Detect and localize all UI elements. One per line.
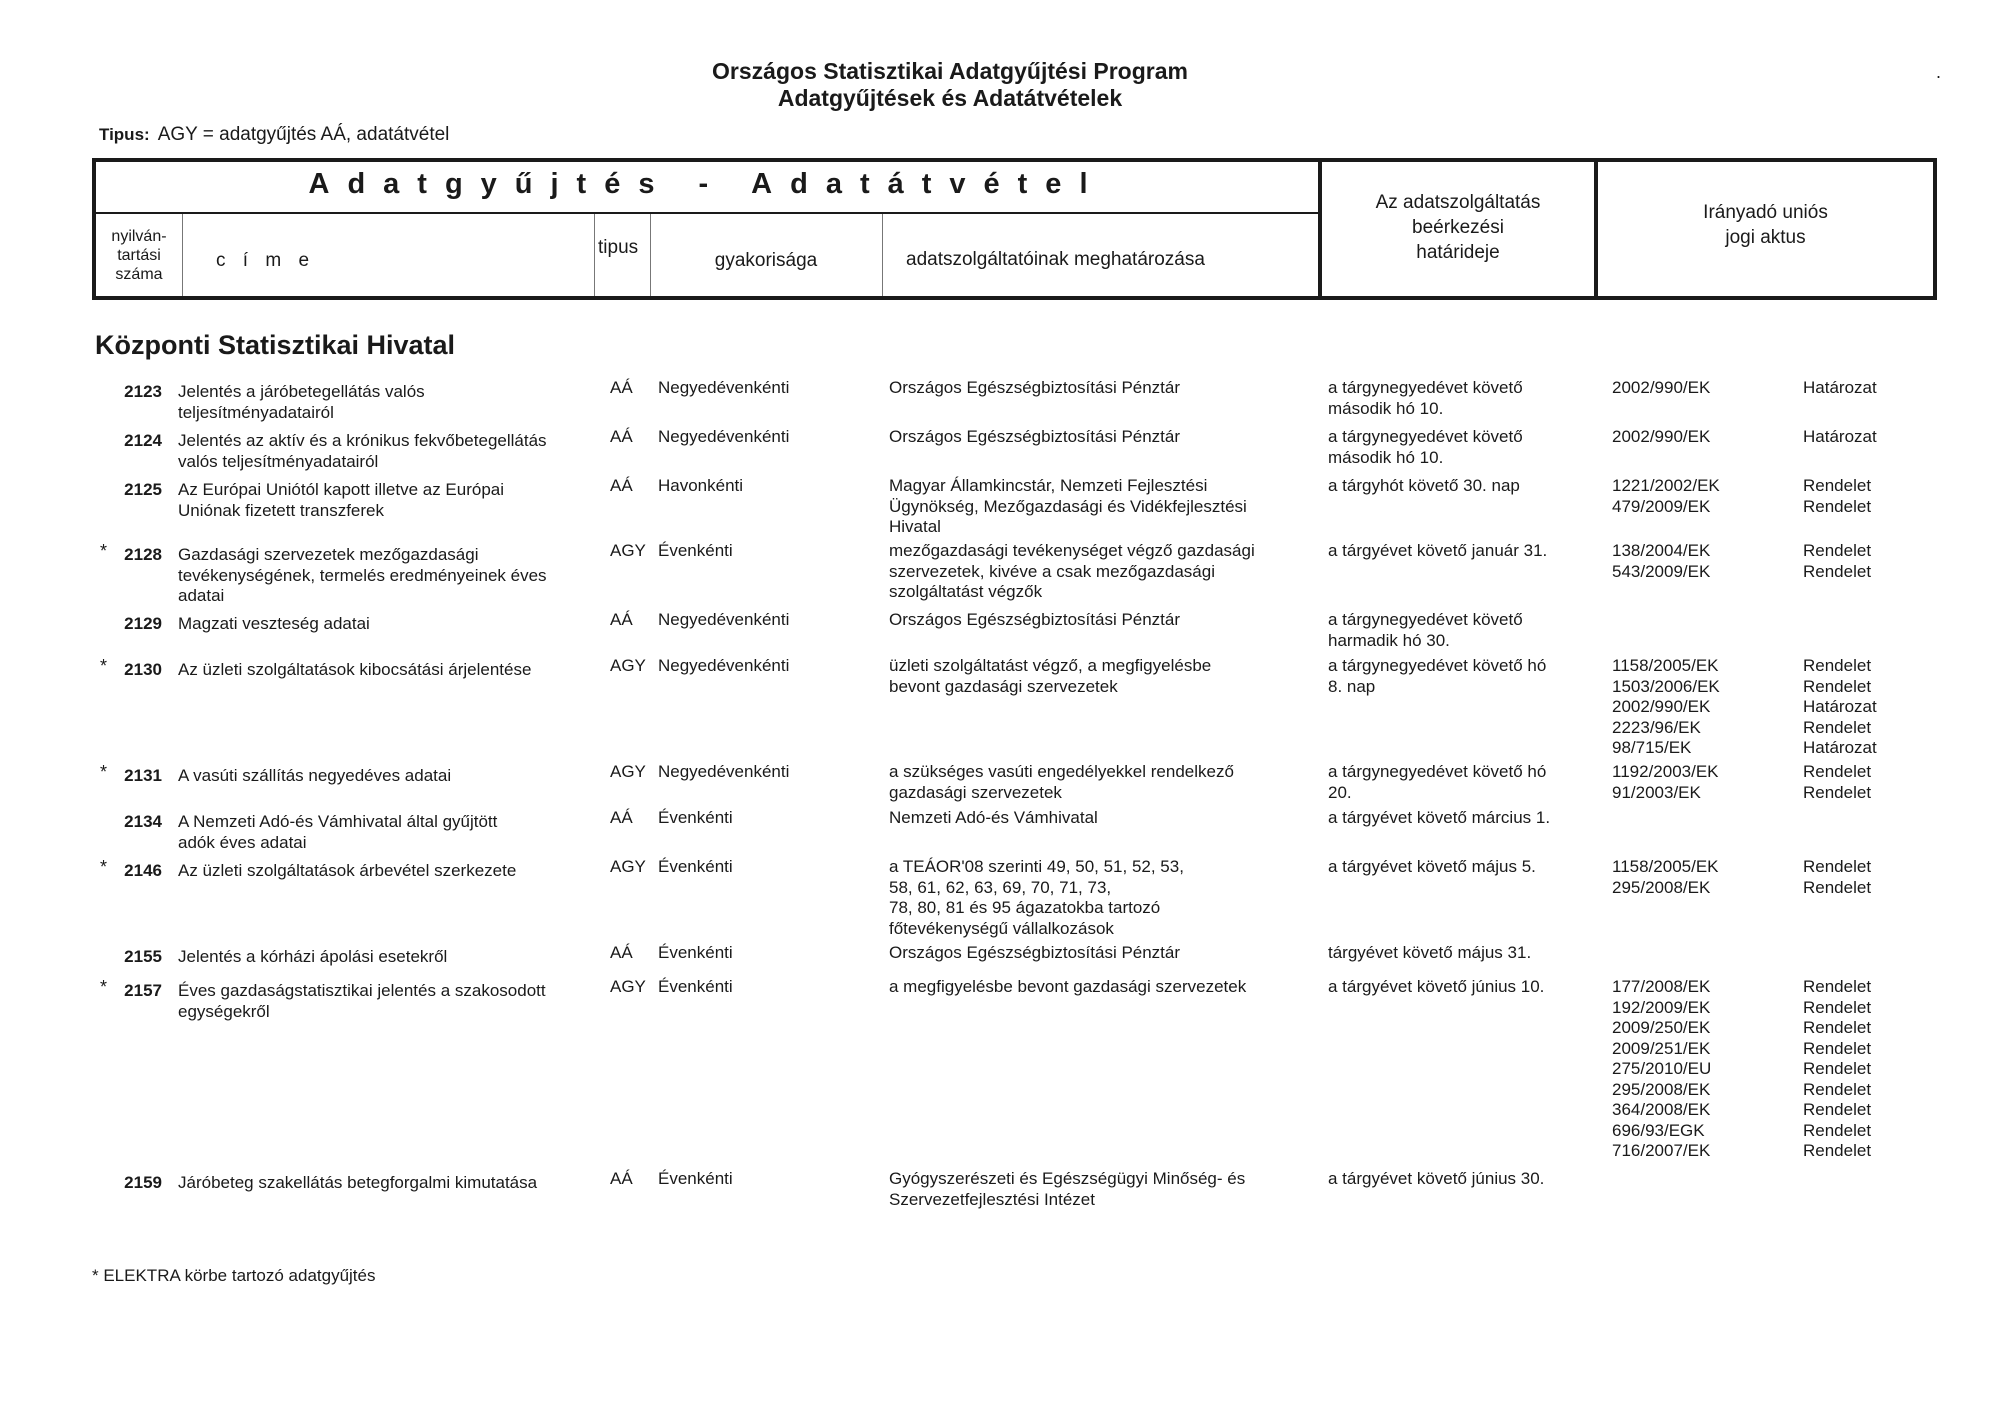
record-eu-act-line: 2009/251/EK <box>1612 1038 1711 1058</box>
asterisk-marker: * <box>100 541 108 561</box>
title-line-2: Adatgyűjtések és Adatátvételek <box>777 85 1123 111</box>
record-number: 2124 <box>124 431 162 450</box>
header-divider <box>882 214 883 296</box>
record-eu-act-line: 1221/2002/EK <box>1612 476 1720 495</box>
record-providers <box>889 762 1309 803</box>
record-type: AÁ <box>610 378 633 397</box>
record-act-kind-line: Rendelet <box>1803 997 1872 1017</box>
record-providers-line: a szükséges vasúti engedélyekkel rendelkező <box>889 762 1234 781</box>
record-providers-line: bevont gazdasági szervezetek <box>889 676 1118 696</box>
record-title-line: Járóbeteg szakellátás betegforgalmi kimutatása <box>178 1173 538 1192</box>
header-gyakorisaga: gyakorisága <box>714 250 818 271</box>
record-eu-act-line: 2002/990/EK <box>1612 378 1711 397</box>
header-adatszolgaltatoinak: adatszolgáltatóinak meghatározása <box>906 249 1205 270</box>
record-title-line: A vasúti szállítás negyedéves adatai <box>178 766 452 785</box>
record-act-kind <box>1803 656 1877 759</box>
record-act-kind-line: Rendelet <box>1803 541 1872 560</box>
record-title-line: A Nemzeti Adó-és Vámhivatal által gyűjtött <box>178 812 498 831</box>
record-title-line: Uniónak fizetett transzferek <box>178 500 384 520</box>
record-number: 2130 <box>124 660 162 679</box>
record-providers-line: 58, 61, 62, 63, 69, 70, 71, 73, <box>889 877 1112 897</box>
record-eu-act-line: 91/2003/EK <box>1612 782 1701 802</box>
record-eu-act-line: 2223/96/EK <box>1612 717 1701 737</box>
record-act-kind-line: Rendelet <box>1803 857 1872 876</box>
record-eu-act-line: 364/2008/EK <box>1612 1100 1711 1119</box>
record-frequency: Évenkénti <box>658 943 733 962</box>
record-eu-act-line: 295/2008/EK <box>1612 877 1711 897</box>
record-deadline-line: a tárgynegyedévet követő <box>1328 378 1523 397</box>
record-deadline-line: a tárgynegyedévet követő hó <box>1328 762 1547 781</box>
record-title <box>178 1173 598 1194</box>
record-frequency: Évenkénti <box>658 1169 733 1188</box>
record-deadline <box>1328 977 1588 998</box>
record-frequency: Havonkénti <box>658 476 744 495</box>
record-act-kind-line: Rendelet <box>1803 496 1872 516</box>
record-frequency: Évenkénti <box>658 857 733 876</box>
record-eu-act-line: 138/2004/EK <box>1612 541 1711 560</box>
record-providers-line: Országos Egészségbiztosítási Pénztár <box>889 943 1181 962</box>
record-number: 2131 <box>124 766 162 785</box>
record-title-line: adók éves adatai <box>178 832 307 852</box>
header-nyilvantartasi-line: nyilván- <box>111 227 167 245</box>
record-deadline-line: a tárgyévet követő június 30. <box>1328 1169 1545 1188</box>
record-providers-line: üzleti szolgáltatást végző, a megfigyelésbe <box>889 656 1212 675</box>
record-act-kind-line: Rendelet <box>1803 676 1872 696</box>
record-eu-act-line: 2009/250/EK <box>1612 1018 1711 1037</box>
record-deadline-line: 8. nap <box>1328 676 1376 696</box>
record-providers <box>889 857 1309 939</box>
record-number: 2159 <box>124 1173 162 1192</box>
record-title-line: Gazdasági szervezetek mezőgazdasági <box>178 545 479 564</box>
record-title-line: Jelentés a kórházi ápolási esetekről <box>178 947 448 966</box>
header-nyilvantartasi-line: száma <box>115 265 163 283</box>
record-title <box>178 660 598 681</box>
record-providers-line: a megfigyelésbe bevont gazdasági szervezetek <box>889 977 1247 996</box>
record-type: AGY <box>610 541 646 560</box>
table-header <box>92 158 1937 300</box>
record-act-kind-line: Határozat <box>1803 378 1877 397</box>
record-providers-line: Országos Egészségbiztosítási Pénztár <box>889 610 1181 629</box>
record-providers-line: Szervezetfejlesztési Intézet <box>889 1189 1095 1209</box>
record-deadline-line: a tárgynegyedévet követő <box>1328 610 1523 629</box>
record-deadline <box>1328 476 1588 497</box>
record-eu-act-line: 2002/990/EK <box>1612 697 1711 716</box>
record-deadline-line: harmadik hó 30. <box>1328 630 1450 650</box>
record-title-line: Jelentés az aktív és a krónikus fekvőbetegellátás <box>178 431 547 450</box>
record-act-kind-line: Rendelet <box>1803 877 1872 897</box>
record-deadline-line: a tárgyévet követő június 10. <box>1328 977 1545 996</box>
record-title <box>178 947 598 968</box>
record-number: 2123 <box>124 382 162 401</box>
record-providers-line: gazdasági szervezetek <box>889 782 1062 802</box>
record-deadline <box>1328 378 1588 419</box>
record-deadline <box>1328 857 1588 878</box>
record-providers <box>889 476 1309 538</box>
record-act-kind-line: Rendelet <box>1803 1141 1872 1160</box>
record-title-line: Magzati veszteség adatai <box>178 614 370 633</box>
asterisk-marker: * <box>100 762 108 782</box>
record-title <box>178 480 598 521</box>
header-hatarido <box>1318 162 1594 296</box>
record-deadline <box>1328 656 1588 697</box>
record-deadline-line: tárgyévet követő május 31. <box>1328 943 1532 962</box>
tipus-legend-text: AGY = adatgyűjtés AÁ, adatátvétel <box>157 124 450 145</box>
record-title <box>178 614 598 635</box>
record-deadline <box>1328 808 1588 829</box>
record-title <box>178 545 598 607</box>
record-title-line: Az üzleti szolgáltatások árbevétel szerkezete <box>178 861 517 880</box>
record-type: AÁ <box>610 427 633 446</box>
header-hatarido-line: Az adatszolgáltatás <box>1375 192 1541 213</box>
record-act-kind-line: Rendelet <box>1803 1100 1872 1119</box>
record-act-kind-line: Határozat <box>1803 697 1877 716</box>
record-providers-line: 78, 80, 81 és 95 ágazatokba tartozó <box>889 898 1161 917</box>
record-type: AÁ <box>610 476 633 495</box>
record-title-line: adatai <box>178 586 225 605</box>
header-iranyado-line: jogi aktus <box>1725 227 1806 248</box>
record-act-kind <box>1803 378 1877 399</box>
record-title-line: Éves gazdaságstatisztikai jelentés a szakosodott <box>178 981 546 1000</box>
record-number: 2157 <box>124 981 162 1000</box>
header-cime: c í m e <box>216 250 316 271</box>
record-type: AGY <box>610 656 646 675</box>
record-providers-line: Gyógyszerészeti és Egészségügyi Minőség- és <box>889 1169 1246 1188</box>
record-eu-act-line: 716/2007/EK <box>1612 1141 1711 1160</box>
record-act-kind <box>1803 762 1871 803</box>
record-deadline <box>1328 1169 1588 1190</box>
record-providers-line: szolgáltatást végzők <box>889 582 1043 601</box>
record-title-line: Jelentés a járóbetegellátás valós <box>178 382 425 401</box>
header-tipus: tipus <box>598 237 639 258</box>
header-hatarido-line: határideje <box>1416 242 1500 263</box>
record-deadline-line: a tárgyévet követő január 31. <box>1328 541 1548 560</box>
footnote: * ELEKTRA körbe tartozó adatgyűjtés <box>92 1266 376 1285</box>
header-iranyado-line: Irányadó uniós <box>1703 202 1828 223</box>
record-deadline <box>1328 610 1588 651</box>
record-providers-line: Nemzeti Adó-és Vámhivatal <box>889 808 1098 827</box>
record-title-line: Az üzleti szolgáltatások kibocsátási árjelentése <box>178 660 532 679</box>
record-act-kind-line: Rendelet <box>1803 656 1872 675</box>
record-providers <box>889 610 1309 631</box>
record-eu-act <box>1612 656 1720 759</box>
record-eu-act <box>1612 427 1710 448</box>
record-act-kind-line: Rendelet <box>1803 1079 1872 1099</box>
record-number: 2129 <box>124 614 162 633</box>
record-deadline-line: a tárgyévet követő március 1. <box>1328 808 1551 827</box>
record-eu-act <box>1612 977 1711 1162</box>
record-act-kind-line: Rendelet <box>1803 977 1872 996</box>
record-deadline-line: a tárgynegyedévet követő hó <box>1328 656 1547 675</box>
record-eu-act-line: 1192/2003/EK <box>1612 762 1719 781</box>
record-providers-line: szervezetek, kivéve a csak mezőgazdasági <box>889 561 1215 581</box>
record-title <box>178 382 598 423</box>
record-eu-act <box>1612 541 1710 582</box>
record-title-line: egységekről <box>178 1001 270 1021</box>
header-divider <box>182 214 183 296</box>
record-eu-act <box>1612 857 1719 898</box>
record-act-kind-line: Rendelet <box>1803 762 1872 781</box>
record-deadline <box>1328 427 1588 468</box>
record-act-kind-line: Rendelet <box>1803 717 1872 737</box>
record-type: AGY <box>610 977 646 996</box>
record-providers <box>889 378 1309 399</box>
record-eu-act <box>1612 762 1719 803</box>
record-deadline-line: a tárgyhót követő 30. nap <box>1328 476 1520 495</box>
tipus-legend <box>99 124 449 146</box>
record-type: AÁ <box>610 1169 633 1188</box>
record-providers-line: a TEÁOR'08 szerinti 49, 50, 51, 52, 53, <box>889 857 1184 876</box>
record-deadline <box>1328 943 1588 964</box>
record-frequency: Negyedévenkénti <box>658 762 790 781</box>
record-providers <box>889 943 1309 964</box>
record-act-kind-line: Rendelet <box>1803 561 1872 581</box>
record-eu-act <box>1612 378 1710 399</box>
corner-mark: . <box>1936 62 1942 82</box>
record-providers <box>889 541 1309 603</box>
record-frequency: Évenkénti <box>658 541 733 560</box>
header-divider <box>594 214 595 296</box>
record-act-kind <box>1803 541 1871 582</box>
header-hatarido-line: beérkezési <box>1412 217 1504 238</box>
title-line-1: Országos Statisztikai Adatgyűjtési Program <box>712 58 1188 84</box>
record-act-kind-line: Rendelet <box>1803 1038 1872 1058</box>
record-title <box>178 981 598 1022</box>
record-act-kind <box>1803 977 1871 1162</box>
record-providers-line: mezőgazdasági tevékenységet végző gazdasági <box>889 541 1255 560</box>
record-act-kind-line: Rendelet <box>1803 782 1872 802</box>
record-type: AÁ <box>610 808 633 827</box>
record-type: AÁ <box>610 943 633 962</box>
record-deadline-line: 20. <box>1328 782 1352 802</box>
section-title: Központi Statisztikai Hivatal <box>95 330 456 360</box>
record-providers-line: Országos Egészségbiztosítási Pénztár <box>889 378 1181 397</box>
record-eu-act-line: 1503/2006/EK <box>1612 676 1720 696</box>
record-deadline-line: a tárgynegyedévet követő <box>1328 427 1523 446</box>
record-providers <box>889 977 1309 998</box>
document-title <box>0 58 1900 112</box>
record-title-line: Az Európai Uniótól kapott illetve az Európai <box>178 480 505 499</box>
record-act-kind-line: Rendelet <box>1803 1059 1872 1078</box>
record-act-kind-line: Rendelet <box>1803 476 1872 495</box>
record-providers-line: Országos Egészségbiztosítási Pénztár <box>889 427 1181 446</box>
record-deadline-line: második hó 10. <box>1328 447 1444 467</box>
record-deadline <box>1328 762 1588 803</box>
record-title-line: teljesítményadatairól <box>178 402 334 422</box>
record-providers <box>889 808 1309 829</box>
record-eu-act-line: 98/715/EK <box>1612 738 1692 757</box>
record-type: AÁ <box>610 610 633 629</box>
record-providers-line: Magyar Államkincstár, Nemzeti Fejlesztési <box>889 476 1208 495</box>
record-act-kind <box>1803 476 1871 517</box>
tipus-legend-label: Tipus: <box>99 125 150 144</box>
record-frequency: Negyedévenkénti <box>658 378 790 397</box>
record-number: 2155 <box>124 947 162 966</box>
record-eu-act <box>1612 476 1720 517</box>
record-title-line: tevékenységének, termelés eredményeinek éves <box>178 565 547 585</box>
header-left-block <box>96 162 1318 296</box>
record-eu-act-line: 696/93/EGK <box>1612 1120 1705 1140</box>
record-eu-act-line: 275/2010/EU <box>1612 1059 1712 1078</box>
record-number: 2125 <box>124 480 162 499</box>
record-eu-act-line: 295/2008/EK <box>1612 1079 1711 1099</box>
record-title <box>178 431 598 472</box>
asterisk-marker: * <box>100 857 108 877</box>
record-eu-act-line: 177/2008/EK <box>1612 977 1711 996</box>
record-eu-act-line: 192/2009/EK <box>1612 997 1711 1017</box>
record-providers <box>889 1169 1309 1210</box>
record-providers <box>889 427 1309 448</box>
record-providers <box>889 656 1309 697</box>
header-iranyado <box>1594 162 1933 296</box>
asterisk-marker: * <box>100 656 108 676</box>
record-title <box>178 861 598 882</box>
record-eu-act-line: 1158/2005/EK <box>1612 857 1719 876</box>
record-title-line: valós teljesítményadatairól <box>178 451 379 471</box>
record-act-kind-line: Rendelet <box>1803 1018 1872 1037</box>
record-providers-line: főtevékenységű vállalkozások <box>889 918 1114 938</box>
record-act-kind-line: Határozat <box>1803 427 1877 446</box>
record-eu-act-line: 543/2009/EK <box>1612 561 1711 581</box>
asterisk-marker: * <box>100 977 108 997</box>
record-act-kind <box>1803 857 1871 898</box>
header-nyilvantartasi <box>96 214 182 296</box>
record-eu-act-line: 479/2009/EK <box>1612 496 1711 516</box>
record-providers-line: Ügynökség, Mezőgazdasági és Vidékfejlesztési <box>889 496 1247 516</box>
record-act-kind <box>1803 427 1877 448</box>
record-frequency: Évenkénti <box>658 977 733 996</box>
record-title <box>178 766 598 787</box>
record-type: AGY <box>610 857 646 876</box>
record-type: AGY <box>610 762 646 781</box>
record-deadline-line: a tárgyévet követő május 5. <box>1328 857 1536 876</box>
record-eu-act-line: 2002/990/EK <box>1612 427 1711 446</box>
record-frequency: Negyedévenkénti <box>658 427 790 446</box>
record-frequency: Negyedévenkénti <box>658 656 790 675</box>
record-deadline-line: második hó 10. <box>1328 398 1444 418</box>
record-providers-line: Hivatal <box>889 517 941 536</box>
header-nyilvantartasi-line: tartási <box>117 246 161 264</box>
record-act-kind-line: Határozat <box>1803 738 1877 757</box>
record-frequency: Évenkénti <box>658 808 733 827</box>
record-act-kind-line: Rendelet <box>1803 1120 1872 1140</box>
header-main-title: Adatgyűjtés - Adatátvétel <box>96 162 1318 214</box>
record-number: 2146 <box>124 861 162 880</box>
record-deadline <box>1328 541 1588 562</box>
record-frequency: Negyedévenkénti <box>658 610 790 629</box>
record-number: 2134 <box>124 812 162 831</box>
record-eu-act-line: 1158/2005/EK <box>1612 656 1719 675</box>
record-title <box>178 812 598 853</box>
record-number: 2128 <box>124 545 162 564</box>
